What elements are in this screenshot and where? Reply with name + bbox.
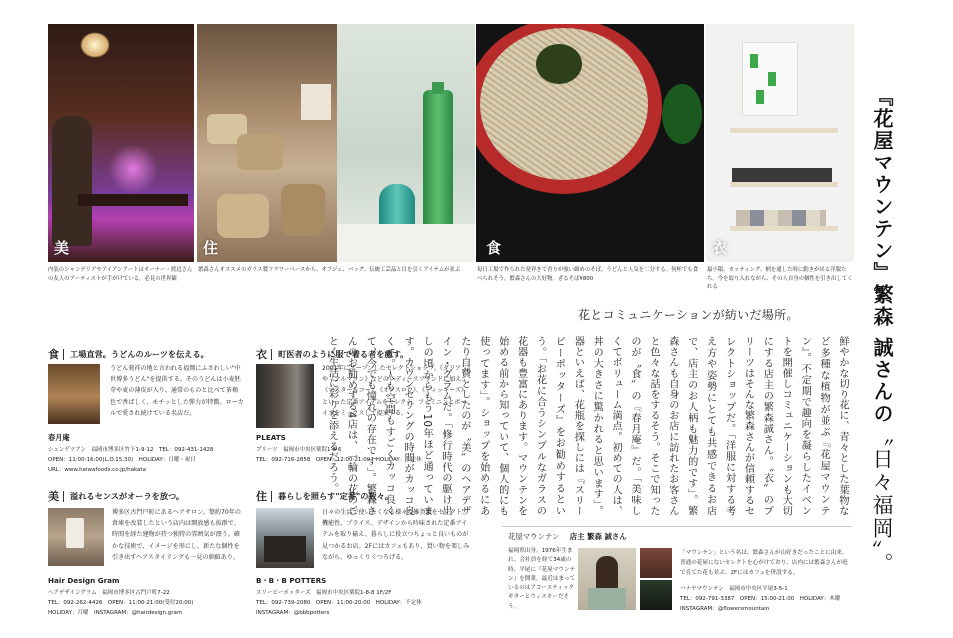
shop-category: 食 [48, 348, 59, 361]
shop-info-line: プリーツ 福岡市中央区薬院1-8-6 [256, 447, 342, 453]
shop-info-line: ヘアデザイングラム 福岡市博多区古門戸町7-22 [48, 590, 170, 596]
article-title [868, 86, 896, 575]
shop-headline: 溢れるセンスがオーラを放つ。 [70, 490, 185, 501]
shop-name: B・B・B POTTERS [256, 576, 327, 585]
shop-description: うどん発祥の地と言われる福岡にふさわしい"中世博多うどん"を提供する。そのうどんは小麦胚芽や麦の薄皮が入り、通常のものと比べて茶褐色で香ばしく、モチッとした弾力が特徴。ローカルで愛され続けている名店だ。 [110, 365, 244, 417]
shop-mountain-photo [640, 548, 672, 578]
photo-caption: 内装のシャンデリアやアイアンアートはオーナー・渡辺さんの友人のアーティストが手がけている。必見の世界観 [48, 267, 193, 282]
photo-clothing [706, 24, 854, 262]
photo-caption: 最小限、カッティング、柄を通した時に動きが出る洋服たち。今を取り入れながら、その人自身の個性を引き出してくれる [707, 267, 853, 290]
shop-shungetsuan [48, 346, 248, 486]
photo-label: 衣 [712, 239, 728, 257]
article-tagline: 花とコミュニケーションが紡いだ場所。 [578, 308, 799, 322]
shop-hair-design-gram [48, 488, 248, 618]
photo-caption: 繁森さんオススメのガラス製フラワーベースから、オブジェ、バッグ、伝統工芸品と目を引くアイテムが並ぶ [198, 267, 461, 273]
shop-mountain-photo [640, 580, 672, 610]
photo-label: 美 [54, 239, 70, 257]
article-body: 鮮やかな切り花に、青々とした葉物など多種な植物が並ぶ『花屋マウンテン』。不定期で趣向を凝らしたイベントを開催しコミュニケーションも大切にする店主の繁森誠さん。〝衣〟のプリーツはそんな繁森さんが信頼するセレクトショップだ。「洋服に対する考え方や姿勢にとても共感できるお店で、店主のお人柄も魅力的です」。繁森さんも自身のお店に訪れたお客さんと色々な話をするそう。そこで知ったのが〝食〟の『春月庵』だ。「美味しくてボリューム満点。初めての人は、丼の大きさに驚かれると思います」。器といえば、花瓶を探しには『スリーピーポッターズ』をお勧めするという。「お花に合うシンプルなガラスの花器も豊富にあります。マウンテンを始める前から知っていて、個人的にも使ってます」。ショップを始めるにあたり自費としたのが〝美〟のヘアデザイン・グラムだ。「修行時代の駆け出しの頃からもう10年ほど通っています。カウンセリングの時間がカッコ良くて。人も空間もすごくカッコ良くて、今でも憧れの存在です」。繁森さんのお勧めする4店は、一輪の花のごとく生活に彩りを添えるだろう。 [326, 336, 848, 516]
shop-info [256, 588, 422, 619]
shop-mountain-info [680, 584, 840, 614]
shop-info-line: TEL：092-262-4426 OPEN：11:00-21:00(受付20:00) [48, 600, 194, 607]
owner-header [508, 531, 627, 542]
shop-info-line: HOLIDAY：月曜 INSTAGRAM：@hairdesign.gram [48, 610, 183, 617]
photo-label: 住 [203, 239, 219, 257]
shop-description: 2001年にオープンしたセレクトショップ。《ダリアン》や《マルマリン》などのレディースブランドに加え、《マスター＆コー》、《オアスロウ》、《ディッキーズ》といった定番アイテムをセレクト。フェミニンとボーイズをミックスして提案する。 [322, 365, 471, 417]
owner-bio: 福岡県出身。1976年生まれ。会社員を経て34歳の時、平尾に『花屋マウンテン』を開業。最近はまっているのはアコースティックギターとウィスキーだそう。 [508, 548, 576, 610]
photo-glass-vases [337, 24, 475, 262]
shop-description: 博多区古門戸町にあるヘアサロン。築約70年の倉庫を改装したという店内は開放感も抜群で、時間を経た建物が持つ独特の雰囲気が漂う。確かな技術で、イメージを形にし、新たな個性を引き出すヘアスタイリングも一見の価値あり。 [112, 509, 241, 561]
owner-name: 店主 繁森 誠さん [569, 532, 627, 541]
owner-photo [578, 548, 636, 610]
shop-name: PLEATS [256, 433, 286, 442]
shop-info-line: TEL：092-716-2858 OPEN：12:00-21:00 HOLIDAY：不定休 [256, 457, 422, 464]
title-hibi-fukuoka: 〝日々福岡〟。 [870, 424, 894, 576]
shop-photo [48, 508, 104, 566]
shop-headline: 町医者のように服で着る者を癒す。 [278, 348, 409, 359]
shop-photo [256, 508, 314, 568]
shop-info-line: シュンゲツアン 福岡市博多区竹下1-9-12 TEL：092-431-1428 [48, 447, 214, 453]
shop-mountain-description: 「マウンテン」という名は、繁森さんが山好きだったことに由来。普通の花屋にないセレクトを心がけており、店内には繁森さんが庭で育てた花も並ぶ。2Fにはカフェを併設する。 [680, 550, 848, 576]
shop-photo [256, 364, 314, 428]
shop-info-line: INSTAGRAM：@bbbpotters [256, 610, 330, 617]
owner-divider [502, 526, 852, 527]
photo-food [476, 24, 704, 262]
shop-info-line: INSTAGRAM：@flowersmountain [680, 606, 770, 612]
shop-category: 美 [48, 490, 59, 503]
photo-label: 食 [486, 239, 502, 257]
photo-caption: 毎日工場で作られた発祥きで香りが強い細めのそば。うどんと人気を二分する。何杯でも食べられそう。繁森さんの大好物。ざるそば¥800 [477, 267, 699, 282]
title-shop-name: 『花屋マウンテン』 [870, 86, 894, 284]
shop-info-line: スリービーポッターズ 福岡市中央区薬院1-8-8 1F/2F [256, 590, 392, 596]
shop-pleats [256, 346, 476, 486]
shop-info-line: TEL：092-739-2080 OPEN：11:00-20:00 HOLIDAY：不定休 [256, 600, 422, 607]
shop-info [48, 588, 193, 619]
shop-photo [48, 364, 100, 424]
shop-category: 衣 [256, 348, 267, 361]
shop-info-line: URL：www.heiwafoods.co.jp/hakata [48, 467, 146, 474]
shop-bbb-potters [256, 488, 476, 618]
shop-description: 日々の生活で使いたくなる様々な雑貨類をセレクト。機能性、プライス、デザインから吟味された定番アイテムを取り揃え、暮らしに役立つちょっと良いものが見つかるお店。2Fにはカフェもあり、買い物を楽しみながら、ゆっくりくつろげる。 [322, 509, 470, 561]
shop-info-line: TEL：092-791-3387 OPEN：15:00-21:00 HOLIDAY：木曜 [680, 596, 841, 602]
owner-shop: 花屋マウンテン [508, 532, 560, 541]
shop-headline: 暮らしを照らす"定番"の数々。 [278, 490, 393, 501]
shop-headline: 工場直営。うどんのルーツを伝える。 [70, 348, 209, 359]
title-person: 繁森 誠さんの [870, 284, 894, 425]
shop-category: 住 [256, 490, 267, 503]
shop-name: 春月庵 [48, 433, 70, 442]
shop-name: Hair Design Gram [48, 576, 120, 585]
photo-living [197, 24, 338, 262]
shop-info-line: ハナヤマウンテン 福岡市中央区平尾3-5-1 [680, 586, 788, 592]
shop-info [256, 445, 422, 465]
photo-beauty [48, 24, 194, 262]
shop-info [48, 445, 213, 476]
shop-info-line: OPEN：11:00-16:00(L.O.15:30) HOLIDAY：日曜・祝日 [48, 457, 196, 464]
